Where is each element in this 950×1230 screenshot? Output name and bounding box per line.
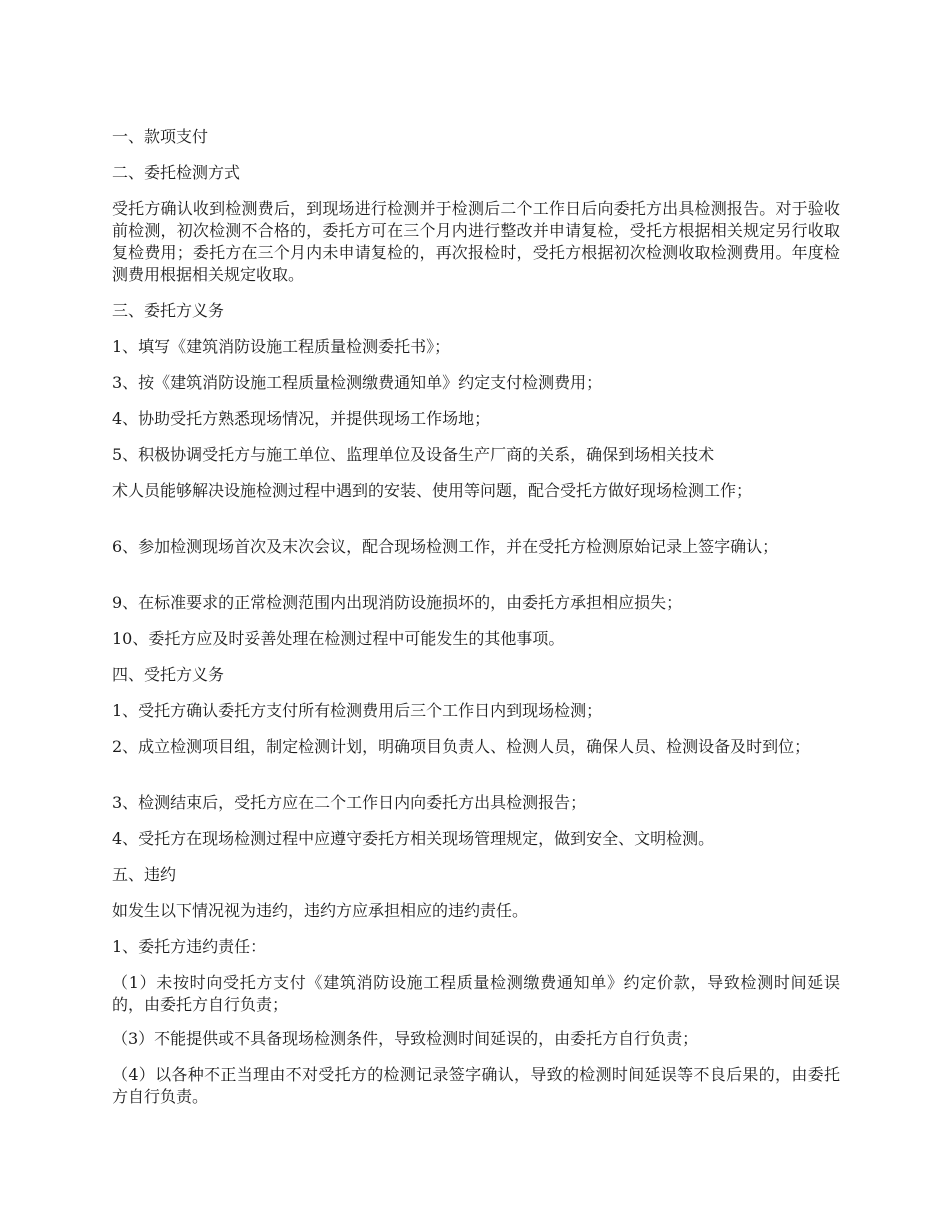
client-duty-6: 6、参加检测现场首次及末次会议，配合现场检测工作，并在受托方检测原始记录上签字确认；	[112, 537, 779, 556]
client-duty-9: 9、在标准要求的正常检测范围内出现消防设施损坏的，由委托方承担相应损失；	[112, 593, 683, 612]
client-duty-5-continued: 术人员能够解决设施检测过程中遇到的安装、使用等问题，配合受托方做好现场检测工作；	[112, 481, 753, 500]
paragraph-testing-method: 受托方确认收到检测费后，到现场进行检测并于检测后二个工作日后向委托方出具检测报告。对于验收前检测，初次检测不合格的，委托方可在三个月内进行整改并申请复检，受托方根据相关规定另行收取复检费用；委托方在三个月内未申请复检的，再次报检时，受托方根据初次检测收取检测费用。年度检测费用根据相关规定收取。	[112, 199, 840, 284]
section-heading-5: 五、违约	[112, 865, 177, 884]
client-duty-3: 3、按《建筑消防设施工程质量检测缴费通知单》约定支付检测费用；	[112, 373, 603, 392]
section-heading-1: 一、款项支付	[112, 127, 209, 146]
section-heading-3: 三、委托方义务	[112, 301, 225, 320]
breach-intro: 如发生以下情况视为违约，违约方应承担相应的违约责任。	[112, 901, 529, 920]
section-heading-4: 四、受托方义务	[112, 665, 225, 684]
contractor-duty-4: 4、受托方在现场检测过程中应遵守委托方相关现场管理规定，做到安全、文明检测。	[112, 829, 715, 848]
client-breach-item-4: （4）以各种不正当理由不对受托方的检测记录签字确认，导致的检测时间延误等不良后果的，由委托方自行负责。	[112, 1065, 840, 1106]
contractor-duty-1: 1、受托方确认委托方支付所有检测费用后三个工作日内到现场检测；	[112, 701, 603, 720]
client-breach-heading: 1、委托方违约责任：	[112, 937, 267, 956]
contractor-duty-2: 2、成立检测项目组，制定检测计划，明确项目负责人、检测人员，确保人员、检测设备及时到位；	[112, 737, 811, 756]
section-heading-2: 二、委托检测方式	[112, 163, 241, 182]
contractor-duty-3: 3、检测结束后，受托方应在二个工作日内向委托方出具检测报告；	[112, 793, 587, 812]
client-duty-1: 1、填写《建筑消防设施工程质量检测委托书》；	[112, 337, 451, 356]
client-breach-item-1: （1）未按时向受托方支付《建筑消防设施工程质量检测缴费通知单》约定价款，导致检测时间延误的，由委托方自行负责；	[112, 973, 840, 1014]
client-duty-4: 4、协助受托方熟悉现场情况，并提供现场工作场地；	[112, 409, 491, 428]
client-breach-item-3: （3）不能提供或不具备现场检测条件，导致检测时间延误的，由委托方自行负责；	[112, 1029, 699, 1048]
client-duty-5: 5、积极协调受托方与施工单位、监理单位及设备生产厂商的关系，确保到场相关技术	[112, 445, 715, 464]
client-duty-10: 10、委托方应及时妥善处理在检测过程中可能发生的其他事项。	[112, 629, 565, 648]
